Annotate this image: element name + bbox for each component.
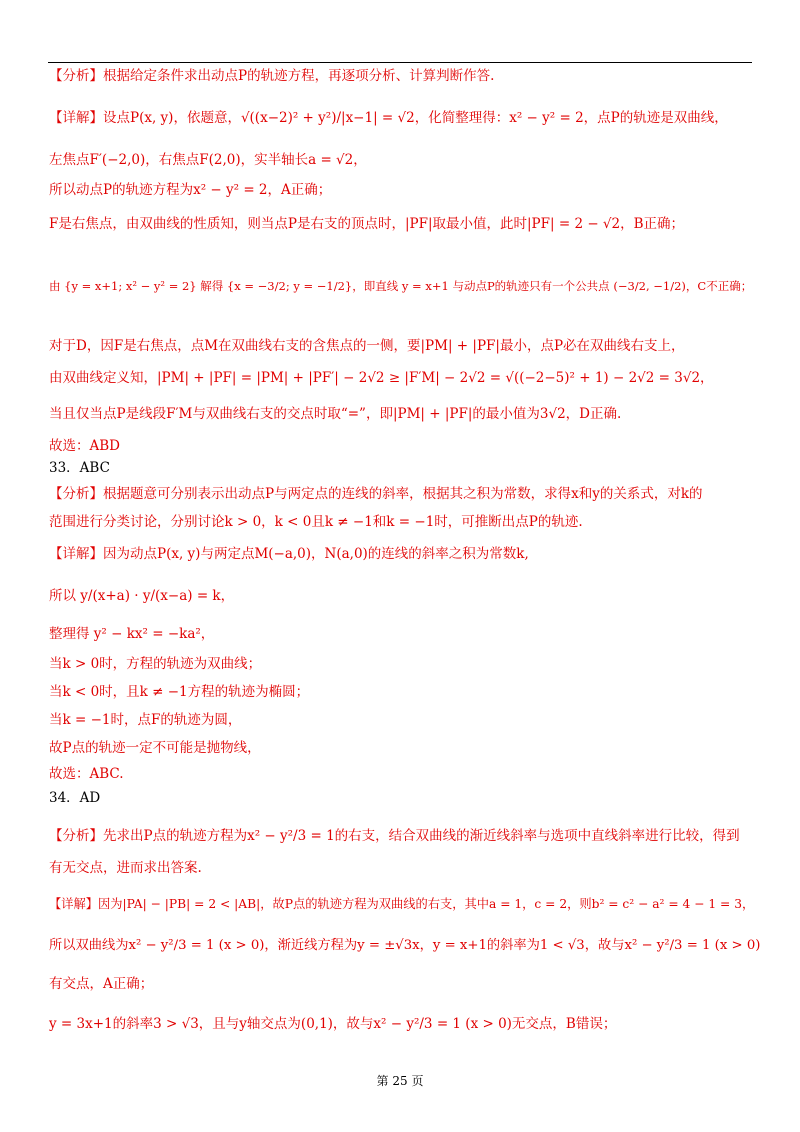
solution-line: 有交点，A正确； (49, 976, 154, 992)
solution-line: 由 {y = x+1; x² − y² = 2} 解得 {x = −3/2; y = −1/2}，即直线 y = x+1 与动点P的轨迹只有一个公共点 (−3/2, −1/2)，C不正确； (49, 279, 753, 293)
page-number: 第 25 页 (376, 1074, 424, 1088)
solution-line: 当k < 0时，且k ≠ −1方程的轨迹为椭圆； (49, 684, 310, 700)
solution-line: 由双曲线定义知，|PM| + |PF| = |PM| + |PF′| − 2√2 ≥ |F′M| − 2√2 = √((−2−5)² + 1) − 2√2 = 3√2， (49, 370, 714, 386)
solution-line: 左焦点F′(−2,0)，右焦点F(2,0)，实半轴长a = √2， (49, 152, 367, 168)
question-number: 34．AD (49, 790, 101, 806)
analysis-line: 【分析】根据给定条件求出动点P的轨迹方程，再逐项分析、计算判断作答. (49, 68, 495, 84)
solution-line: 整理得 y² − kx² = −ka²， (49, 626, 215, 642)
solution-line: 当k = −1时，点F的轨迹为圆， (49, 712, 242, 728)
solution-line: 对于D，因F是右焦点，点M在双曲线右支的含焦点的一侧，要|PM| + |PF|最小，点P必在双曲线右支上， (49, 338, 685, 354)
solution-line: y = 3x+1的斜率3 > √3，且与y轴交点为(0,1)，故与x² − y²/3 = 1 (x > 0)无交点，B错误； (49, 1016, 617, 1032)
solution-line: 【详解】因为动点P(x, y)与两定点M(−a,0)，N(a,0)的连线的斜率之积为常数k, (49, 546, 529, 562)
analysis-line: 范围进行分类讨论，分别讨论k > 0，k < 0且k ≠ −1和k = −1时，可推断出点P的轨迹. (49, 514, 583, 530)
header-rule (48, 62, 752, 63)
analysis-line: 【分析】根据题意可分别表示出动点P与两定点的连线的斜率，根据其之积为常数，求得x和y的关系式，对k的 (49, 486, 703, 502)
solution-line: 【详解】因为|PA| − |PB| = 2 < |AB|，故P点的轨迹方程为双曲线的右支，其中a = 1，c = 2，则b² = c² − a² = 4 − 1 = 3， (49, 897, 755, 911)
solution-line: 故P点的轨迹一定不可能是抛物线， (49, 740, 261, 756)
solution-line: 所以动点P的轨迹方程为x² − y² = 2，A正确； (49, 182, 332, 198)
solution-line: 【详解】设点P(x, y)，依题意，√((x−2)² + y²)/|x−1| = √2，化简整理得：x² − y² = 2，点P的轨迹是双曲线， (49, 110, 728, 126)
solution-line: 当且仅当点P是线段F′M与双曲线右支的交点时取“=”，即|PM| + |PF|的最小值为3√2，D正确. (49, 406, 622, 422)
solution-line: 所以双曲线为x² − y²/3 = 1 (x > 0)，渐近线方程为y = ±√3x，y = x+1的斜率为1 < √3，故与x² − y²/3 = 1 (x > 0) (49, 938, 761, 953)
analysis-line: 【分析】先求出P点的轨迹方程为x² − y²/3 = 1的右支，结合双曲线的渐近线斜率与选项中直线斜率进行比较，得到 (49, 828, 740, 844)
solution-line: 所以 y/(x+a) · y/(x−a) = k， (49, 588, 235, 604)
answer-line: 故选：ABD (49, 438, 120, 454)
solution-line: 当k > 0时，方程的轨迹为双曲线； (49, 656, 262, 672)
question-number: 33．ABC (49, 460, 110, 476)
analysis-line: 有无交点，进而求出答案. (49, 860, 202, 876)
solution-line: F是右焦点，由双曲线的性质知，则当点P是右支的顶点时，|PF|取最小值，此时|PF| = 2 − √2，B正确； (49, 216, 685, 232)
answer-line: 故选：ABC. (49, 766, 124, 782)
